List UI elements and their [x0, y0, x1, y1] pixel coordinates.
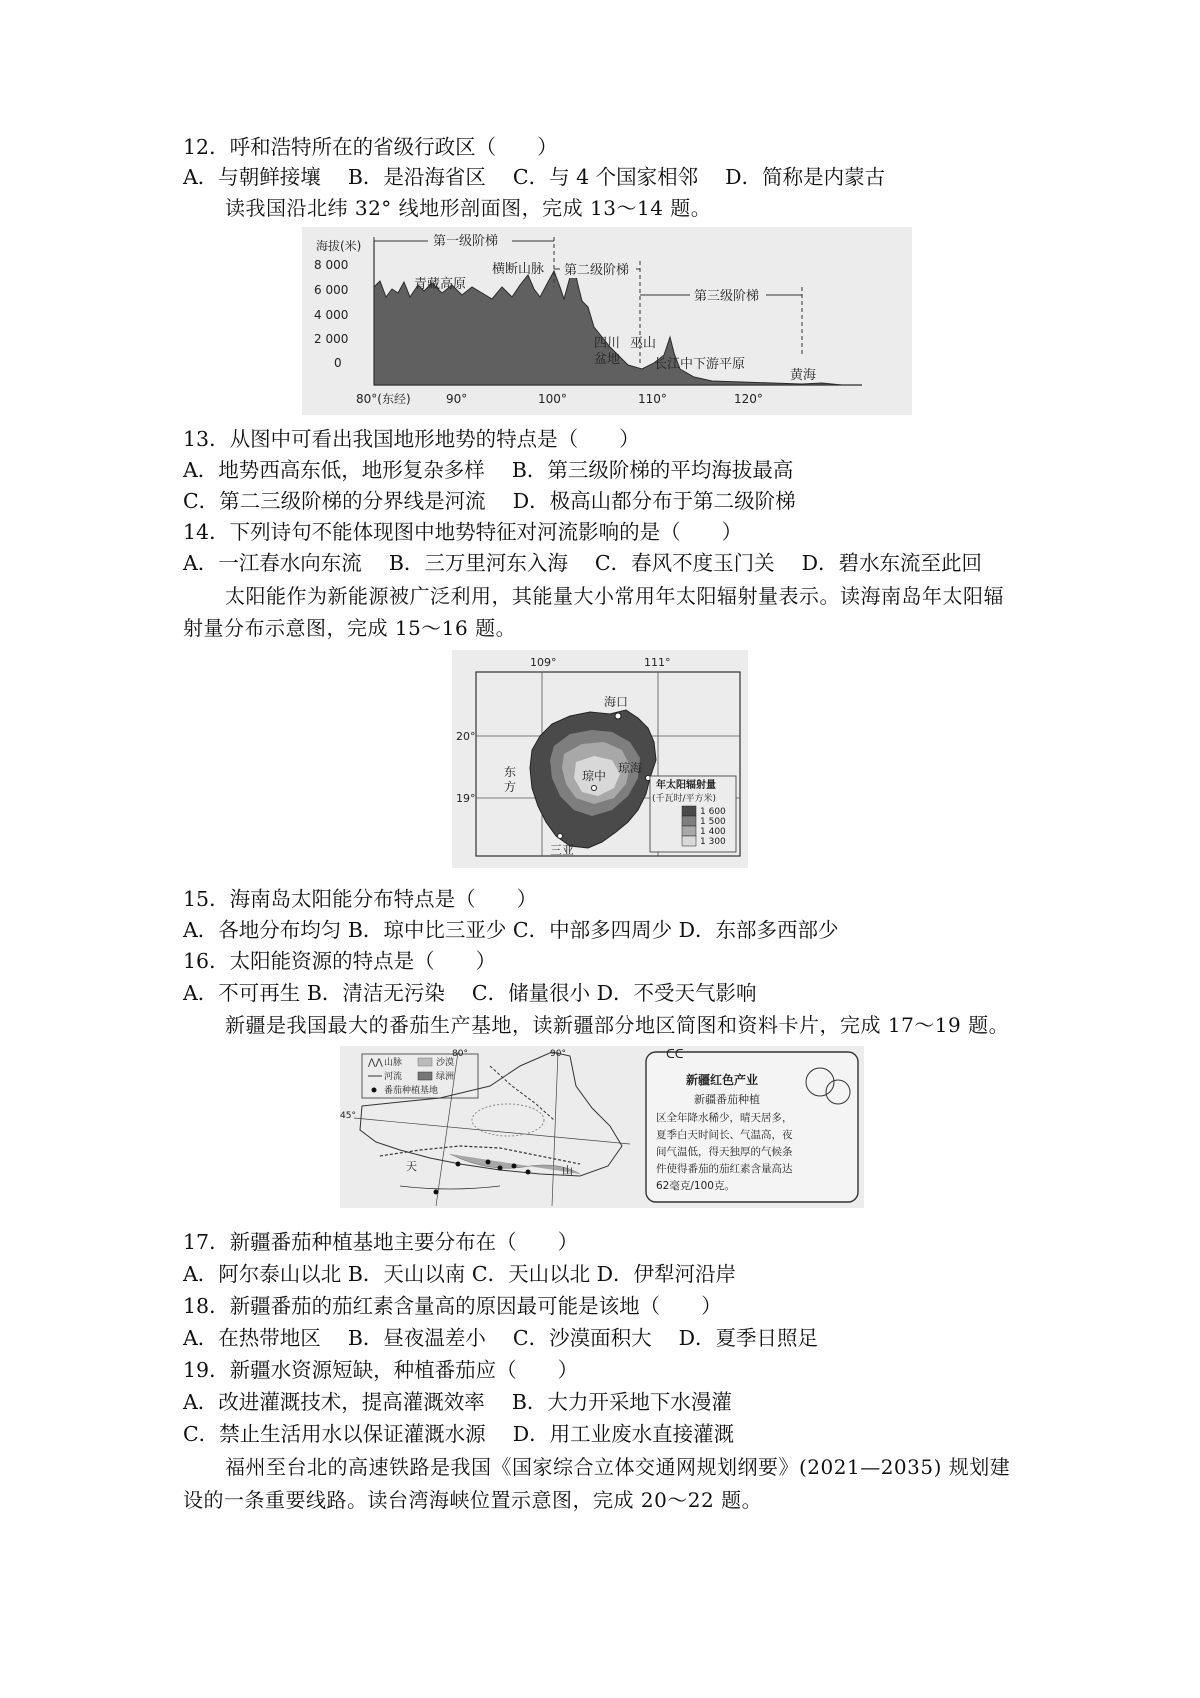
question-15: 15．海南岛太阳能分布特点是（ ） [183, 887, 538, 911]
tomato-base-dot [456, 1162, 461, 1167]
tomato-base-dot [512, 1164, 517, 1169]
lon-90-label: 90° [550, 1049, 566, 1059]
profile-xtick: 110° [638, 392, 667, 406]
question-18: 18．新疆番茄的茄红素含量高的原因最可能是该地（ ） [183, 1294, 722, 1318]
legend-value: 1 500 [700, 817, 726, 827]
profile-xtick: 120° [734, 392, 763, 406]
question-18-options: A．在热带地区 B．昼夜温差小 C．沙漠面积大 D．夏季日照足 [183, 1326, 819, 1350]
card-title: 新疆红色产业 [686, 1073, 759, 1087]
step-2-label: 第二级阶梯 [564, 263, 630, 278]
intro-15-16-line1: 太阳能作为新能源被广泛利用，其能量大小常用年太阳辐射量表示。读海南岛年太阳辐 [225, 584, 1004, 608]
qiongzhong-label: 琼中 [582, 769, 607, 783]
lon-label: 109° [530, 656, 557, 669]
question-12: 12．呼和浩特所在的省级行政区（ ） [183, 135, 558, 159]
dongfang-label-1: 东 [504, 765, 517, 779]
profile-xtick: 100° [538, 392, 567, 406]
legend-mountain: 山脉 [384, 1058, 403, 1068]
card-line: 区全年降水稀少，晴天居多， [656, 1112, 793, 1124]
card-subtitle: 新疆番茄种植 [694, 1093, 760, 1106]
step-1-label: 第一级阶梯 [433, 234, 499, 249]
question-13: 13．从图中可看出我国地形地势的特点是（ ） [183, 427, 640, 451]
question-16-options: A．不可再生 B．清洁无污染 C．储量很小 D．不受天气影响 [183, 981, 757, 1005]
hainan-radiation-map [452, 650, 748, 868]
profile-ytick: 8 000 [314, 258, 349, 272]
terrain-profile-figure [302, 227, 912, 415]
sanya-dot [558, 834, 563, 839]
legend-title: 年太阳辐射量 [656, 780, 716, 791]
intro-15-16-line2: 射量分布示意图，完成 15～16 题。 [183, 616, 517, 640]
tomato-base-dot [526, 1170, 531, 1175]
intro-20-22-line2: 设的一条重要线路。读台湾海峡位置示意图，完成 20～22 题。 [183, 1488, 763, 1512]
svg-text:⋀⋀: ⋀⋀ [368, 1058, 383, 1068]
card-line: 件使得番茄的茄红素含量高达 [656, 1163, 793, 1175]
intro-17-19: 新疆是我国最大的番茄生产基地，读新疆部分地区简图和资料卡片，完成 17～19 题。 [225, 1013, 1010, 1037]
sanya-label: 三亚 [550, 843, 575, 857]
card-line: 62毫克/100克。 [656, 1180, 735, 1192]
legend-river: 河流 [384, 1072, 403, 1082]
legend-unit: (千瓦时/平方米) [652, 794, 717, 804]
intro-13-14: 读我国沿北纬 32° 线地形剖面图，完成 13～14 题。 [225, 196, 712, 220]
question-13-options-cd: C．第二三级阶梯的分界线是河流 D．极高山都分布于第二级阶梯 [183, 489, 796, 513]
legend-value: 1 600 [700, 807, 726, 817]
profile-ytick: 2 000 [314, 332, 349, 346]
haikou-label: 海口 [604, 695, 629, 709]
lon-label: 111° [644, 656, 671, 669]
profile-ytick: 4 000 [314, 308, 349, 322]
card-line: 夏季白天时间长、气温高，夜 [656, 1129, 793, 1141]
question-19-options-ab: A．改进灌溉技术，提高灌溉效率 B．大力开采地下水漫灌 [183, 1390, 732, 1414]
profile-xtick: 80°(东经) [356, 392, 411, 406]
card-line: 间气温低，得天独厚的气候条 [656, 1146, 793, 1158]
question-19-options-cd: C．禁止生活用水以保证灌溉水源 D．用工业废水直接灌溉 [183, 1422, 735, 1446]
profile-xtick: 90° [446, 392, 468, 406]
question-12-options: A．与朝鲜接壤 B．是沿海省区 C．与 4 个国家相邻 D．简称是内蒙古 [183, 165, 886, 189]
profile-ylabel: 海拔(米) [316, 239, 362, 253]
question-13-options-ab: A．地势西高东低，地形复杂多样 B．第三级阶梯的平均海拔最高 [183, 458, 794, 482]
qionghai-label: 琼海 [618, 761, 643, 775]
question-14-options: A．一江春水向东流 B．三万里河东入海 C．春风不度玉门关 D．碧水东流至此回 [183, 551, 983, 575]
sichuan-label-2: 盆地 [594, 352, 621, 367]
sea-label: 黄海 [790, 368, 817, 383]
question-14: 14．下列诗句不能体现图中地势特征对河流影响的是（ ） [183, 520, 743, 544]
profile-ytick: 6 000 [314, 283, 349, 297]
intro-20-22-line1: 福州至台北的高速铁路是我国《国家综合立体交通网规划纲要》(2021—2035) 规划建 [225, 1455, 1011, 1479]
qiongzhong-dot [592, 786, 597, 791]
legend-desert: 沙漠 [436, 1058, 455, 1068]
tomato-base-dot [486, 1160, 491, 1165]
tianshan-char-1: 天 [406, 1160, 417, 1173]
question-15-options: A．各地分布均匀 B．琼中比三亚少 C．中部多四周少 D．东部多西部少 [183, 918, 839, 942]
question-17-options: A．阿尔泰山以北 B．天山以南 C．天山以北 D．伊犁河沿岸 [183, 1262, 737, 1286]
card-pin-icon: ᑕᑕ [666, 1047, 684, 1061]
tianshan-char-2: 山 [562, 1164, 573, 1177]
lon-80-label: 80° [452, 1049, 468, 1059]
lat-45-label: 45° [340, 1111, 356, 1121]
tomato-base-dot [498, 1166, 503, 1171]
plain-label: 长江中下游平原 [654, 357, 746, 372]
legend-tomato-base: 番茄种植基地 [384, 1086, 439, 1096]
wushan-label: 巫山 [630, 336, 657, 351]
step-3-label: 第三级阶梯 [694, 289, 760, 304]
legend-oasis: 绿洲 [436, 1072, 455, 1082]
profile-ytick: 0 [334, 356, 342, 370]
legend-value: 1 400 [700, 827, 726, 837]
tomato-base-dot [434, 1190, 439, 1195]
lat-label: 19° [456, 792, 476, 805]
xinjiang-figure [340, 1046, 864, 1208]
sichuan-label-1: 四川 [594, 336, 621, 351]
question-17: 17．新疆番茄种植基地主要分布在（ ） [183, 1230, 579, 1254]
legend-value: 1 300 [700, 837, 726, 847]
plateau-label: 青藏高原 [414, 277, 467, 292]
haikou-dot [615, 713, 621, 719]
question-19: 19．新疆水资源短缺，种植番茄应（ ） [183, 1358, 579, 1382]
question-16: 16．太阳能资源的特点是（ ） [183, 949, 497, 973]
lat-label: 20° [456, 730, 476, 743]
hengduan-label: 横断山脉 [492, 262, 545, 277]
dongfang-label-2: 方 [504, 780, 517, 794]
